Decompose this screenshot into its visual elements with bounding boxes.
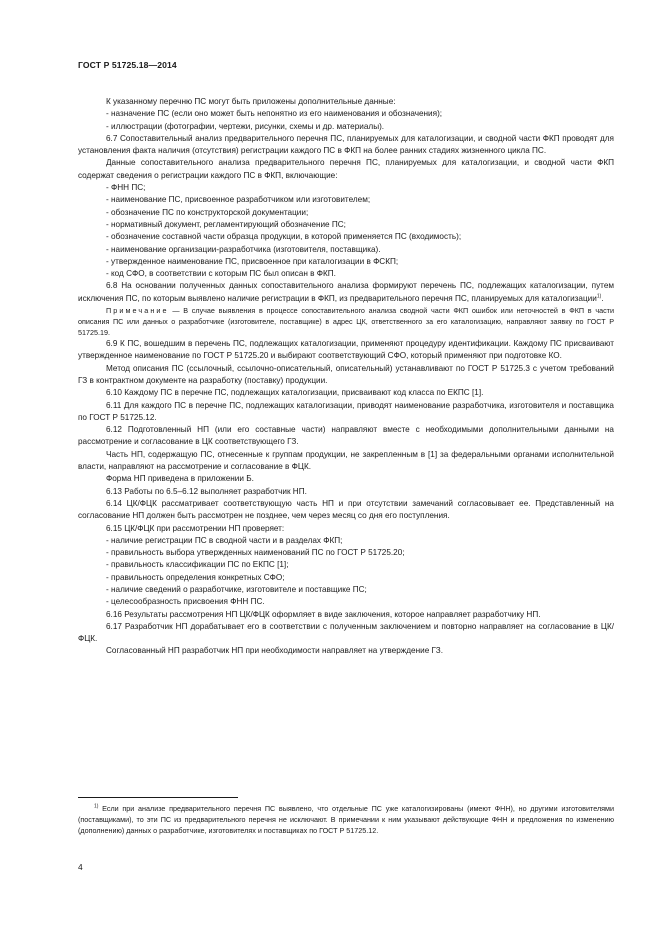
list-item: - утвержденное наименование ПС, присвоенное при каталогизации в ФСКП; [106, 256, 399, 266]
list-item: - правильность определения конкретных СФО; [106, 572, 285, 582]
list-item: - ФНН ПС; [106, 183, 146, 193]
footnote-text [78, 803, 614, 837]
list-item: - иллюстрации (фотографии, чертежи, рисунки, схемы и др. материалы). [106, 121, 385, 131]
paragraph-6-7: 6.7 Сопоставительный анализ предварительного перечня ПС, планируемых для каталогизации, и сводной части ФКП проводят для установления факта наличия (отсутствия) регистрации каждого ПС в ФКП на более ранних стадиях жизненного цикла ПС. [78, 133, 614, 156]
list-item: - код СФО, в соответствии с которым ПС был описан в ФКП. [106, 269, 336, 279]
note-text: — В случае выявления в процессе сопоставительного анализа сводной части ФКП ошибок или неточностей в ФКП в части описания ПС или данных о разработчике (изготовителе, поставщике) в адрес ЦК, ответственного за его каталогизацию, направляют заявку по ГОСТ Р 51725.19. [78, 306, 614, 338]
paragraph-text: 6.8 На основании полученных данных сопоставительного анализа формируют перечень ПС, подлежащих каталогизации, путем исключения ПС, по которым выявлено наличие регистрации в ФКП, из предварительного перечня ПС, планируемых для каталогизации [78, 281, 614, 303]
paragraph-6-8 [78, 280, 614, 305]
list-item: - целесообразность присвоения ФНН ПС. [106, 597, 265, 607]
paragraph: К указанному перечню ПС могут быть приложены дополнительные данные: [106, 97, 396, 106]
paragraph-6-12: 6.12 Подготовленный НП (или его составные части) направляют вместе с необходимыми дополнительными данными на рассмотрение и согласование в ЦК соответствующего ГЗ. [78, 425, 614, 447]
paragraph: Метод описания ПС (ссылочный, ссылочно-описательный, описательный) устанавливают по ГОСТ Р 51725.3 с учетом требований ГЗ в контрактном документе на разработку (поставку) продукции. [78, 363, 614, 385]
note [78, 305, 614, 338]
footnote-divider [78, 797, 238, 798]
paragraph-6-15: 6.15 ЦК/ФЦК при рассмотрении НП проверяет: [106, 523, 285, 533]
footnote-marker: 1) [94, 803, 99, 810]
paragraph-6-16: 6.16 Результаты рассмотрения НП ЦК/ФЦК оформляет в виде заключения, которое направляет разработчику НП. [106, 609, 541, 619]
paragraph: Форма НП приведена в приложении Б. [106, 474, 254, 484]
paragraph: Часть НП, содержащую ПС, отнесенные к группам продукции, не закрепленным в [1] за федеральными органами исполнительной власти, направляют на рассмотрение и согласование в ФЦК. [78, 449, 614, 472]
paragraph-6-11: 6.11 Для каждого ПС в перечне ПС, подлежащих каталогизации, приводят наименование разработчика, изготовителя и поставщика по ГОСТ Р 51725.12. [78, 400, 614, 422]
list-item: - обозначение ПС по конструкторской документации; [106, 207, 309, 217]
list-item: - наличие регистрации ПС в сводной части и в разделах ФКП; [106, 535, 343, 545]
paragraph-6-13: 6.13 Работы по 6.5–6.12 выполняет разработчик НП. [106, 486, 307, 496]
document-header: ГОСТ Р 51725.18—2014 [78, 60, 177, 70]
list-item: - наименование ПС, присвоенное разработчиком или изготовителем; [106, 195, 371, 205]
footnote-reference: 1) [596, 293, 602, 300]
paragraph-6-17: 6.17 Разработчик НП дорабатывает его в соответствии с полученным заключением и повторно направляет на согласование в ЦК/ФЦК. [78, 621, 614, 644]
list-item: - назначение ПС (если оно может быть непонятно из его наименования и обозначения); [106, 109, 443, 119]
document-body [78, 96, 614, 658]
list-item: - обозначение составной части образца продукции, в которой применяется ПС (входимость); [106, 232, 462, 242]
paragraph-text: . [601, 293, 604, 303]
page-number: 4 [78, 862, 83, 872]
paragraph: Согласованный НП разработчик НП при необходимости направляет на утверждение ГЗ. [106, 646, 443, 656]
paragraph-6-9: 6.9 К ПС, вошедшим в перечень ПС, подлежащих каталогизации, применяют процедуру идентификации. Каждому ПС присваивают утвержденное наименование по ГОСТ Р 51725.20 и выбирают соответствующий СФО, который применяют при подготовке КО. [78, 339, 614, 361]
list-item: - нормативный документ, регламентирующий обозначение ПС; [106, 219, 346, 229]
list-item: - наименование организации-разработчика (изготовителя, поставщика). [106, 244, 381, 254]
footnote [78, 803, 614, 837]
list-item: - наличие сведений о разработчике, изготовителе и поставщике ПС; [106, 584, 367, 594]
list-item: - правильность выбора утвержденных наименований ПС по ГОСТ Р 51725.20; [106, 548, 405, 558]
paragraph-6-10: 6.10 Каждому ПС в перечне ПС, подлежащих каталогизации, присваивают код класса по ЕКПС [1]. [106, 388, 484, 398]
paragraph: Данные сопоставительного анализа предварительного перечня ПС, планируемых для каталогизации, и сводной части ФКП содержат сведения о регистрации каждого ПС в ФКП, включающие: [78, 158, 614, 180]
footnote-body: Если при анализе предварительного перечня ПС выявлено, что отдельные ПС уже каталогизированы (имеют ФНН), но другими изготовителями (поставщиками), то эти ПС из предварительного перечня не исключают. В примечании к ним указывают действующие ФНН и предложения по изменению (дополнению) данных о разработчике, изготовителях и поставщиках по ГОСТ Р 51725.12. [78, 804, 614, 836]
list-item: - правильность классификации ПС по ЕКПС [1]; [106, 560, 289, 570]
paragraph-6-14: 6.14 ЦК/ФЦК рассматривает соответствующую часть НП и при отсутствии замечаний согласовывает ее. Представленный на согласование НП должен быть рассмотрен не позднее, чем через месяц со дня его поступления. [78, 498, 614, 521]
note-label: Примечание [106, 306, 169, 316]
